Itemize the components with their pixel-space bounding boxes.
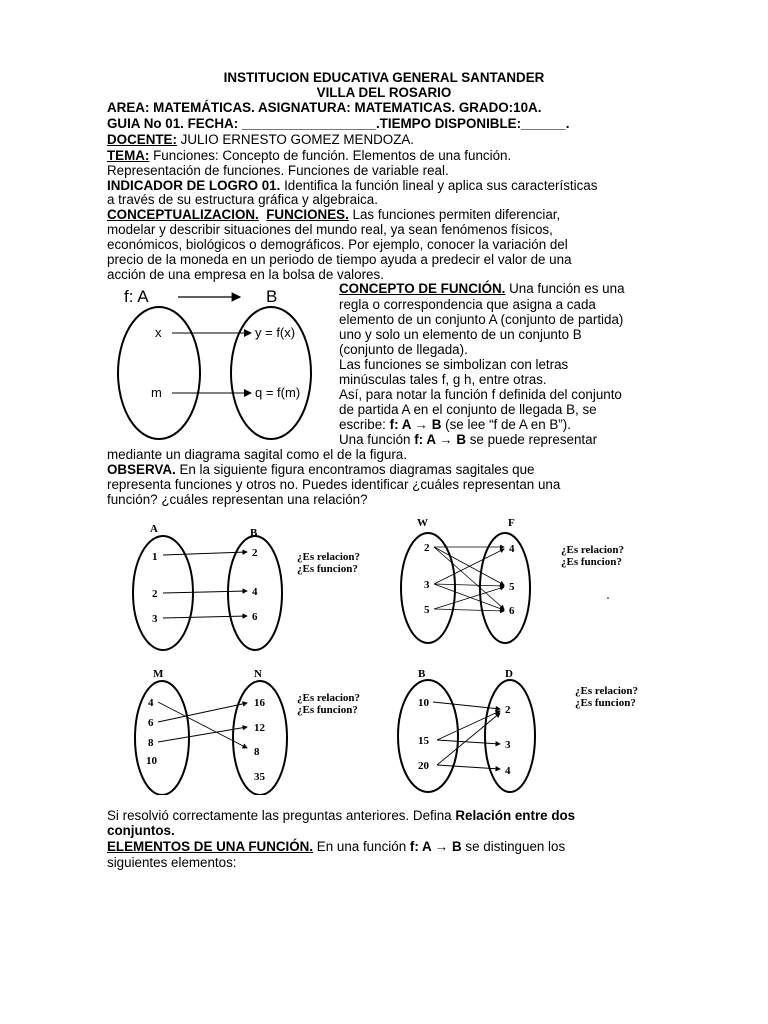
d4-arrow (437, 713, 500, 765)
d3-right-0: 16 (254, 697, 265, 709)
guia-line: GUIA No 01. FECHA: __________________.TIEMPO DISPONIBLE:______. (107, 116, 570, 131)
observa-line-3: función? ¿cuáles representan una relación? (107, 492, 368, 507)
elements-line-2: siguientes elementos: (107, 855, 237, 870)
fc-line-9: de partida A en el conjunto de llegada B, se (339, 402, 597, 417)
d3-left-0: 4 (148, 697, 154, 709)
elements-text-bold: f: A → B (409, 839, 462, 854)
indicador-label: INDICADOR DE LOGRO 01. (107, 178, 281, 193)
fc-line-2: regla o correspondencia que asigna a cada (339, 297, 596, 312)
sagittal-diagrams (0, 510, 768, 795)
area-line: AREA: MATEMÁTICAS. ASIGNATURA: MATEMATICAS. GRADO:10A. (107, 100, 542, 115)
d4-right-label: D (505, 668, 513, 680)
d3-question-function: ¿Es funcion? (297, 704, 358, 716)
fc-line-8: Así, para notar la función f definida del conjunto (339, 387, 622, 402)
main-b-label: B (266, 287, 278, 306)
fc-line-12: mediante un diagrama sagital como el de la figura. (107, 447, 407, 462)
d1-left-2: 3 (152, 613, 158, 625)
diagram-2 (401, 517, 624, 643)
concept-heading-1: CONCEPTUALIZACION. (107, 207, 259, 222)
d1-right-2: 6 (252, 611, 258, 623)
d2-right-ellipse (480, 533, 530, 643)
d2-arrow (434, 584, 504, 586)
main-fa-label: f: A (124, 287, 149, 306)
d1-left-1: 2 (152, 588, 158, 600)
closing-text-1: Si resolvió correctamente las preguntas anteriores. Defina (107, 808, 456, 823)
fc-line-7: minúsculas tales f, g h, entre otras. (339, 372, 547, 387)
fc-line-5: (conjunto de llegada). (339, 342, 468, 357)
d3-right-1: 12 (254, 722, 265, 734)
d4-arrow (437, 765, 500, 769)
observa-label: OBSERVA. (107, 462, 176, 477)
fc-line-11 (339, 432, 597, 447)
d4-right-0: 2 (505, 704, 511, 716)
d4-question-function: ¿Es funcion? (575, 697, 636, 709)
d4-left-2: 20 (418, 760, 429, 772)
d4-right-2: 4 (505, 765, 511, 777)
institution-title: INSTITUCION EDUCATIVA GENERAL SANTANDER (223, 70, 545, 85)
d3-right-3: 35 (254, 771, 265, 783)
main-x-element: x (155, 325, 162, 340)
diagram-1 (133, 523, 360, 650)
d1-question-function: ¿Es funcion? (297, 563, 358, 575)
d3-left-label: M (153, 668, 164, 680)
fc-line-6: Las funciones se simbolizan con letras (339, 357, 569, 372)
city-title: VILLA DEL ROSARIO (316, 85, 452, 100)
concept-heading-2: FUNCIONES. (266, 207, 349, 222)
d1-right-0: 2 (252, 547, 258, 559)
concept-line-3: económicos, biológicos o demográficos. Por ejemplo, conocer la variación del (107, 237, 568, 252)
diagram-4 (398, 668, 638, 792)
fc-text-11b: f: A → B (414, 432, 467, 447)
d3-right-2: 8 (254, 746, 260, 758)
main-sagittal-diagram (108, 283, 333, 448)
d2-left-0: 2 (424, 542, 430, 554)
concept-text-1: Las funciones permiten diferenciar, (348, 207, 561, 222)
elements-text-pre: En una función (313, 839, 410, 854)
d4-question-relation: ¿Es relacion? (575, 685, 639, 697)
d2-question-function: ¿Es funcion? (561, 556, 622, 568)
tema-line (107, 148, 511, 163)
fc-text-11c: se puede representar (466, 432, 598, 447)
docente-value: JULIO ERNESTO GOMEZ MENDOZA. (176, 132, 415, 147)
d3-question-relation: ¿Es relacion? (297, 692, 361, 704)
docente-label: DOCENTE: (107, 132, 177, 147)
d1-right-label: B (250, 527, 258, 539)
diagram-3 (135, 668, 360, 795)
d2-question-relation: ¿Es relacion? (561, 544, 625, 556)
d2-left-label: W (417, 517, 428, 529)
d3-left-2: 8 (148, 737, 154, 749)
indicador-line (107, 178, 597, 193)
d4-arrow (437, 711, 500, 740)
tema-value: Funciones: Concepto de función. Elementos de una función. (149, 148, 512, 163)
d4-left-1: 15 (418, 735, 429, 747)
d2-left-2: 5 (424, 604, 430, 616)
concept-line-4: precio de la moneda en un periodo de tiempo ayuda a predecir el valor de una (107, 252, 572, 267)
tema-label: TEMA: (107, 148, 150, 163)
fc-line-10 (339, 417, 571, 432)
fc-line-4: uno y solo un elemento de un conjunto B (339, 327, 582, 342)
fc-text-11a: Una función (339, 432, 415, 447)
d1-left-label: A (150, 523, 158, 535)
tema-line-2: Representación de funciones. Funciones de variable real. (107, 163, 449, 178)
indicador-line-2: a través de su estructura gráfica y algebraica. (107, 192, 378, 207)
d4-left-0: 10 (418, 697, 429, 709)
d3-left-3: 10 (146, 755, 157, 767)
d4-right-1: 3 (505, 739, 511, 751)
d4-left-label: B (418, 668, 426, 680)
concept-line-2: modelar y describir situaciones del mundo real, ya sean fenómenos físicos, (107, 222, 553, 237)
d2-arrow (434, 609, 504, 611)
d3-left-1: 6 (148, 717, 154, 729)
d2-stray-dot (607, 597, 609, 599)
fc-text-10c: (se lee “f de A en B”). (441, 417, 571, 432)
elements-heading: ELEMENTOS DE UNA FUNCIÓN. (107, 839, 314, 854)
concept-line-1 (107, 207, 560, 222)
d2-arrow (434, 547, 504, 609)
d2-right-label: F (508, 517, 515, 529)
indicador-value: Identifica la función lineal y aplica sus características (280, 178, 598, 193)
observa-line-1 (107, 462, 535, 477)
d2-left-1: 3 (424, 579, 430, 591)
concept-line-5: acción de una empresa en la bolsa de valores. (107, 267, 384, 282)
d2-arrow (434, 547, 504, 585)
closing-line-1 (107, 808, 575, 823)
elements-line-1 (107, 839, 565, 854)
fc-heading: CONCEPTO DE FUNCIÓN. (339, 281, 506, 296)
d2-right-1: 5 (509, 581, 515, 593)
closing-bold-1: Relación entre dos (455, 808, 576, 823)
d2-right-2: 6 (509, 605, 515, 617)
observa-line-2: representa funciones y otros no. Puedes identificar ¿cuáles representan una (107, 477, 561, 492)
fc-line-3: elemento de un conjunto A (conjunto de partida) (339, 312, 624, 327)
d1-arrow (163, 616, 247, 618)
fc-line-1 (339, 281, 625, 296)
d4-arrow (437, 740, 500, 744)
d1-arrow (163, 591, 247, 593)
d1-right-1: 4 (252, 586, 258, 598)
closing-line-2: conjuntos. (107, 823, 175, 838)
fc-text-1: Una función es una (505, 281, 625, 296)
fc-text-10a: escribe: (339, 417, 390, 432)
d3-right-label: N (254, 668, 262, 680)
fc-text-10b: f: A → B (389, 417, 442, 432)
d2-arrow (434, 549, 504, 584)
docente-line (107, 132, 414, 147)
d1-left-0: 1 (152, 551, 158, 563)
d2-right-0: 4 (509, 543, 515, 555)
main-m-element: m (151, 385, 162, 400)
observa-text-1: En la siguiente figura encontramos diagramas sagitales que (175, 462, 535, 477)
main-qfm-element: q = f(m) (255, 385, 301, 400)
elements-text-post: se distinguen los (461, 839, 566, 854)
main-yfx-element: y = f(x) (255, 325, 296, 340)
d1-question-relation: ¿Es relacion? (297, 551, 361, 563)
